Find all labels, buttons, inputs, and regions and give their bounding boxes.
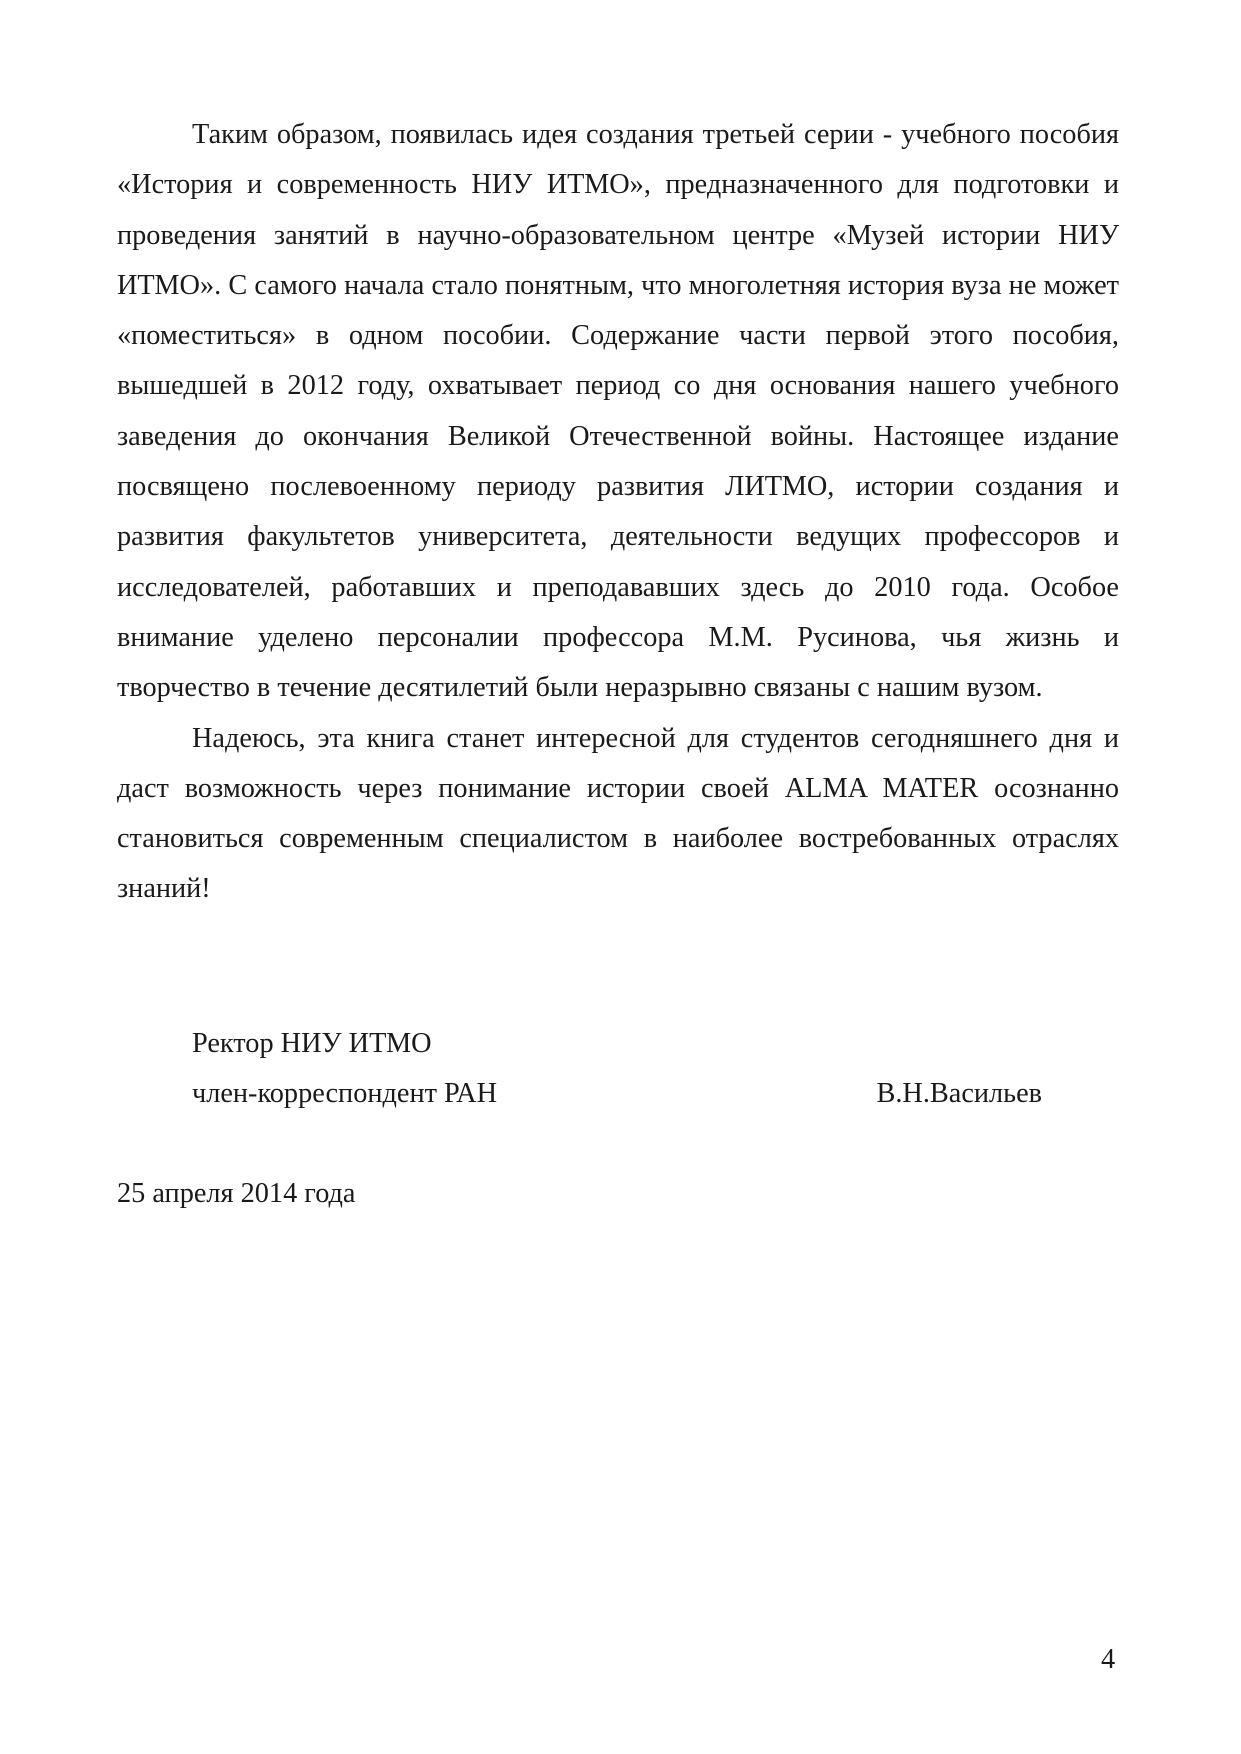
signature-block [192, 1019, 1042, 1119]
paragraph-1: Таким образом, появилась идея создания третьей серии - учебного пособия «История и современность НИУ ИТМО», предназначенного для подготовки и проведения занятий в научно-образовательном центре «Музей истории НИУ ИТМО». С самого начала стало понятным, что многолетняя история вуза не может «поместиться» в одном пособии. Содержание части первой этого пособия, вышедшей в 2012 году, охватывает период со дня основания нашего учебного заведения до окончания Великой Отечественной войны. Настоящее издание посвящено послевоенному периоду развития ЛИТМО, истории создания и развития факультетов университета, деятельности ведущих профессоров и исследователей, работавших и преподававших здесь до 2010 года. Особое внимание уделено персоналии профессора М.М. Русинова, чья жизнь и творчество в течение десятилетий были неразрывно связаны с нашим вузом. [117, 119, 1119, 704]
body-text [117, 110, 1119, 915]
signature-title-line [192, 1069, 1042, 1119]
signature-position-line [192, 1019, 1042, 1069]
document-date: 25 апреля 2014 года [117, 1178, 356, 1209]
signer-position: Ректор НИУ ИТМО [192, 1028, 432, 1059]
page-number: 4 [1101, 1644, 1116, 1675]
signer-name: В.Н.Васильев [876, 1078, 1042, 1109]
paragraph-2: Надеюсь, эта книга станет интересной для студентов сегодняшнего дня и даст возможность через понимание истории своей ALMA MATER осознанно становиться современным специалистом в наиболее востребованных отраслях знаний! [117, 722, 1119, 905]
signer-title: член-корреспондент РАН [192, 1078, 498, 1109]
